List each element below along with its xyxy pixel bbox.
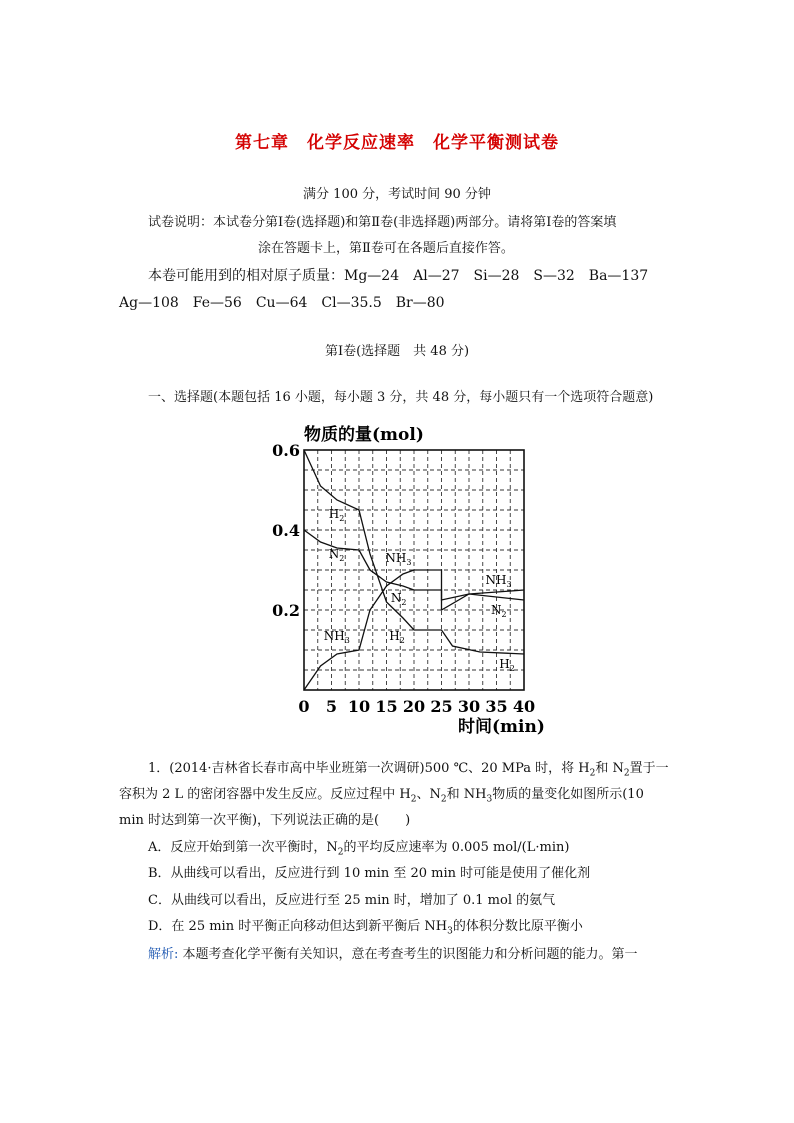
x-tick-label: 10	[347, 697, 371, 716]
analysis-label: 解析:	[148, 947, 179, 962]
curve-label: $N_2$	[328, 547, 345, 563]
y-tick-label: 0.2	[272, 601, 300, 620]
exam-note-line2: 涂在答题卡上，第Ⅱ卷可在各题后直接作答。	[258, 241, 514, 256]
q1-analysis: 解析: 本题考查化学平衡有关知识，意在考查考生的识图能力和分析问题的能力。第一	[148, 947, 638, 962]
x-tick-label: 0	[298, 697, 310, 716]
amount-vs-time-chart	[262, 414, 552, 744]
x-tick-label: 25	[430, 697, 453, 716]
x-tick-label: 40	[512, 697, 536, 716]
q1-option-c: C．从曲线可以看出，反应进行至 25 min 时，增加了 0.1 mol 的氨气	[148, 893, 556, 908]
q1-option-b: B．从曲线可以看出，反应进行到 10 min 至 20 min 时可能是使用了催化剂	[148, 866, 591, 881]
curve-label: $NH_3$	[385, 551, 412, 567]
curve-label: $H_2$	[499, 657, 515, 673]
x-tick-label: 15	[375, 697, 398, 716]
curve-label: $NH_3$	[323, 629, 350, 645]
x-tick-label: 20	[402, 697, 426, 716]
part-heading: 一、选择题(本题包括 16 小题，每小题 3 分，共 48 分，每小题只有一个选项符合题意)	[148, 390, 654, 405]
curve-label: $NH_3$	[485, 573, 512, 589]
atomic-mass-line2: Ag—108 Fe—56 Cu—64 Cl—35.5 Br—80	[119, 295, 445, 311]
curve-label: $N_2$	[390, 591, 407, 607]
exam-note-line1: 试卷说明：本试卷分第Ⅰ卷(选择题)和第Ⅱ卷(非选择题)两部分。请将第Ⅰ卷的答案填	[148, 215, 617, 230]
atomic-mass-line1: 本卷可能用到的相对原子质量：Mg—24 Al—27 Si—28 S—32 Ba—137	[148, 268, 649, 284]
y-tick-label: 0.4	[272, 521, 300, 540]
curve-label: $N_2$	[491, 603, 507, 619]
curve-label: $H_2$	[389, 629, 405, 645]
section-title: 第Ⅰ卷(选择题 共 48 分)	[324, 344, 470, 359]
q1-line2: 容积为 2 L 的密闭容器中发生反应。反应过程中 $H_2$、$N_2$和 $NH_3$物质的量变化如图所示(10	[119, 787, 644, 805]
y-tick-label: 0.6	[272, 441, 300, 460]
q1-line3: min 时达到第一次平衡)，下列说法正确的是( )	[119, 813, 411, 828]
chart-ylabel: 物质的量(mol)	[304, 425, 424, 445]
q1-option-d: D．在 25 min 时平衡正向移动但达到新平衡后 $NH_3$的体积分数比原平衡小	[148, 919, 583, 937]
x-tick-label: 5	[325, 697, 338, 716]
q1-option-a: A．反应开始到第一次平衡时，$N_2$的平均反应速率为 0.005 mol/(L·min)	[148, 840, 570, 858]
page-title: 第七章 化学反应速率 化学平衡测试卷	[235, 133, 559, 153]
chart-xlabel: 时间(min)	[458, 717, 545, 737]
x-tick-label: 30	[457, 697, 481, 716]
x-tick-label: 35	[485, 697, 508, 716]
curve-label: $H_2$	[328, 507, 345, 523]
exam-meta: 满分 100 分，考试时间 90 分钟	[303, 187, 491, 202]
q1-line1: 1．(2014·吉林省长春市高中毕业班第一次调研)500 ℃、20 MPa 时，将 $H_2$和 $N_2$置于一	[148, 761, 669, 779]
